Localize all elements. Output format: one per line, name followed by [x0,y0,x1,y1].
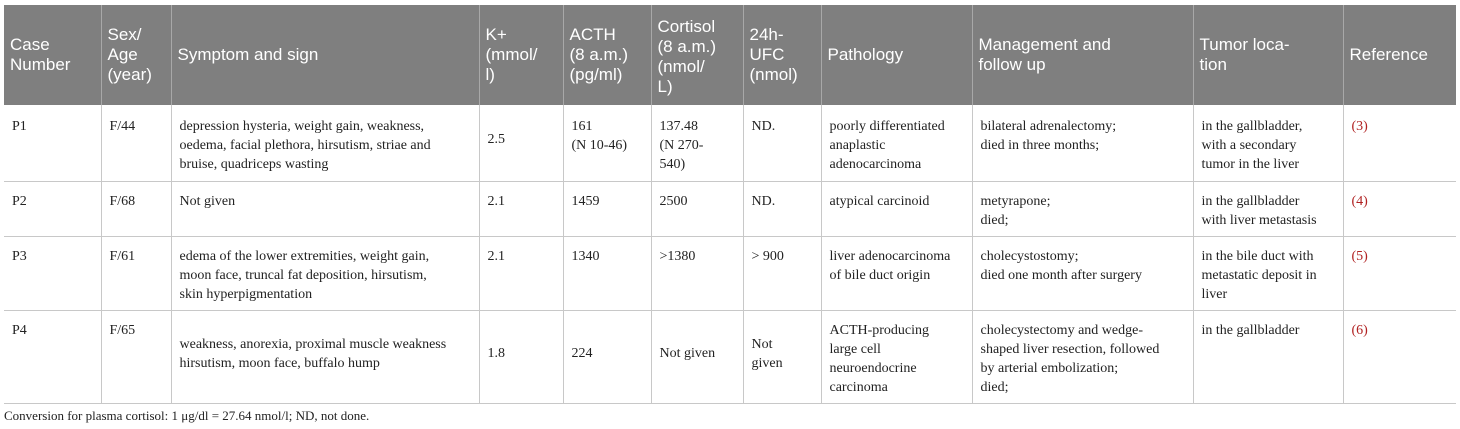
location-cell [1193,310,1343,403]
cell-line: in the gallbladder, [1201,119,1303,134]
header-line: ACTH [569,25,616,44]
header-line: Management and [978,35,1111,54]
reference-link[interactable]: (6) [1351,322,1368,338]
cell-text: F/65 [109,322,136,338]
potassium-cell [479,181,563,236]
header-line: tion [1199,55,1227,74]
management-cell [972,181,1193,236]
case-cell [4,181,101,236]
reference-cell[interactable] [1343,310,1456,403]
cell-line: 540) [659,157,686,172]
header-tumor-location [1193,5,1343,105]
cell-line: ND. [751,119,776,134]
cell-line: by arterial embolization; [980,360,1119,376]
cell-line: (N 270- [659,138,704,153]
header-line: Age [107,45,138,64]
table-footnote: Conversion for plasma cortisol: 1 μg/dl = 27.64 nmol/l; ND, not done. [4,408,370,423]
cell-line: died; [980,212,1009,228]
table-row [4,310,1456,403]
location-cell [1193,105,1343,181]
ufc-cell [743,181,821,236]
reference-link[interactable]: (5) [1351,248,1368,264]
cell-line: edema of the lower extremities, weight gain, [179,248,430,264]
cell-line: anaplastic [829,138,886,153]
pathology-cell [821,310,972,403]
cell-text: P4 [12,322,27,338]
cell-line: neuroendocrine [829,360,917,376]
symptom-cell [171,310,479,403]
cell-text: F/61 [109,248,136,264]
header-acth [563,5,651,105]
cell-line: depression hysteria, weight gain, weakness, [179,119,425,134]
cell-line: Not [751,336,773,352]
cell-line: metastatic deposit in [1201,267,1317,283]
cell-line: tumor in the liver [1201,157,1300,172]
acth-cell [563,310,651,403]
reference-link[interactable]: (3) [1351,119,1368,134]
table-container [4,5,1456,404]
ufc-cell [743,310,821,403]
cell-line: bilateral adrenalectomy; [980,119,1117,134]
sex-age-cell [101,310,171,403]
cell-line: bruise, quadriceps wasting [179,157,329,172]
cell-line: hirsutism, moon face, buffalo hump [179,355,380,371]
cell-line: cholecystostomy; [980,248,1079,264]
cell-line: moon face, truncal fat deposition, hirsutism, [179,267,427,283]
table-row [4,105,1456,181]
cortisol-cell [651,105,743,181]
symptom-cell [171,236,479,310]
case-cell [4,236,101,310]
cell-line: ND. [751,193,776,209]
header-line: Tumor loca- [1199,35,1290,54]
cell-line: cholecystectomy and wedge- [980,322,1143,338]
case-cell [4,105,101,181]
cell-line: poorly differentiated [829,119,945,134]
header-line: 24h- [749,25,784,44]
management-cell [972,105,1193,181]
table-row [4,236,1456,310]
header-line: (8 a.m.) [569,45,629,64]
cell-text: 2.1 [487,248,505,264]
cell-text: P1 [12,119,27,134]
header-line: Sex/ [107,25,142,44]
acth-cell [563,236,651,310]
cell-line: liver adenocarcinoma [829,248,951,264]
reference-cell[interactable] [1343,236,1456,310]
sex-age-cell [101,181,171,236]
cortisol-cell [651,310,743,403]
header-line: UFC [749,45,785,64]
case-cell [4,310,101,403]
header-line: (year) [107,65,152,84]
cell-line: died one month after surgery [980,267,1142,283]
cell-line: in the bile duct with [1201,248,1314,264]
cell-text: 2.1 [487,193,505,209]
case-table [4,5,1456,404]
header-line: Symptom and sign [177,45,319,64]
cell-line: with a secondary [1201,138,1297,153]
cell-line: carcinoma [829,379,888,395]
header-line: Cortisol [657,17,716,36]
cell-line: given [751,355,783,371]
cell-text: 1.8 [487,346,505,361]
cell-line: adenocarcinoma [829,157,922,172]
ufc-cell [743,105,821,181]
header-symptom-and-sign [171,5,479,105]
header-line: (mmol/ [485,45,538,64]
cell-line: 224 [571,346,593,361]
cell-line: 161 [571,119,593,134]
potassium-cell [479,105,563,181]
cell-text: 2.5 [487,132,505,148]
header-pathology [821,5,972,105]
cell-line: 1459 [571,193,600,209]
cell-text: F/68 [109,193,136,209]
cell-line: large cell [829,341,881,357]
header-line: Reference [1349,45,1428,64]
reference-link[interactable]: (4) [1351,193,1368,209]
cell-text: P2 [12,193,27,209]
cell-line: in the gallbladder [1201,322,1300,338]
ufc-cell [743,236,821,310]
header-line: (nmol) [749,65,798,84]
cell-line: 1340 [571,248,600,264]
table-row [4,181,1456,236]
header-management [972,5,1193,105]
acth-cell [563,105,651,181]
header-line: (pg/ml) [569,65,623,84]
header-line: K+ [485,25,507,44]
header-potassium [479,5,563,105]
header-line: Case [10,35,50,54]
acth-cell [563,181,651,236]
reference-cell[interactable] [1343,105,1456,181]
cell-line: died; [980,379,1009,395]
cell-line: >1380 [659,248,696,264]
header-case-number [4,5,101,105]
management-cell [972,236,1193,310]
cell-line: skin hyperpigmentation [179,286,313,302]
location-cell [1193,181,1343,236]
header-line: follow up [978,55,1046,74]
cell-line: Not given [179,193,236,209]
header-line: l) [485,65,495,84]
header-cortisol [651,5,743,105]
cell-line: atypical carcinoid [829,193,930,209]
cell-line: of bile duct origin [829,267,931,283]
header-sex-age [101,5,171,105]
pathology-cell [821,236,972,310]
cell-line: 2500 [659,193,688,209]
cell-line: with liver metastasis [1201,212,1317,228]
potassium-cell [479,236,563,310]
cortisol-cell [651,181,743,236]
header-line: (8 a.m.) [657,37,717,56]
cell-text: F/44 [109,119,136,134]
cortisol-cell [651,236,743,310]
header-urinary-free-cortisol [743,5,821,105]
header-row [4,5,1456,105]
cell-line: oedema, facial plethora, hirsutism, striae and [179,138,431,153]
cell-line: died in three months; [980,138,1100,153]
header-line: Pathology [827,45,904,64]
symptom-cell [171,105,479,181]
cell-line: metyrapone; [980,193,1051,209]
cell-line: Not given [659,346,716,361]
cell-line: (N 10-46) [571,138,628,153]
location-cell [1193,236,1343,310]
header-reference [1343,5,1456,105]
cell-line: ACTH-producing [829,322,930,338]
management-cell [972,310,1193,403]
potassium-cell [479,310,563,403]
cell-line: > 900 [751,248,784,264]
sex-age-cell [101,236,171,310]
sex-age-cell [101,105,171,181]
pathology-cell [821,181,972,236]
cell-line: shaped liver resection, followed [980,341,1160,357]
header-line: (nmol/ [657,57,705,76]
header-line: L) [657,77,673,96]
cell-line: 137.48 [659,119,698,134]
cell-line: liver [1201,286,1228,302]
cell-line: in the gallbladder [1201,193,1300,209]
cell-line: weakness, anorexia, proximal muscle weakness [179,336,447,352]
table-body [4,105,1456,403]
pathology-cell [821,105,972,181]
header-line: Number [10,55,71,74]
cell-text: P3 [12,248,27,264]
symptom-cell [171,181,479,236]
reference-cell[interactable] [1343,181,1456,236]
